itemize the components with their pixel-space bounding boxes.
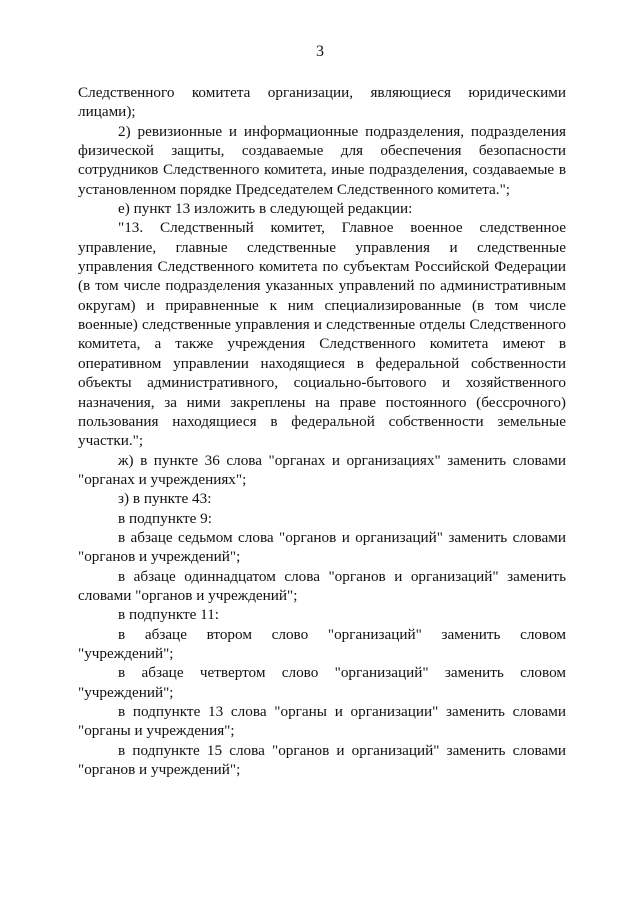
document-body (78, 83, 566, 779)
paragraph-item-e: е) пункт 13 изложить в следующей редакции: (118, 200, 413, 218)
paragraph-item-z: з) в пункте 43: (118, 490, 212, 508)
paragraph-subpoint-9: в подпункте 9: (118, 509, 212, 527)
paragraph-subpoint-11: в подпункте 11: (118, 606, 220, 624)
paragraph-item-zh: ж) в пункте 36 слова "органах и организациях" заменить словами "органах и учреждениях"; (78, 451, 566, 488)
paragraph-continuation: Следственного комитета организации, являющиеся юридическими лицами); (78, 84, 566, 121)
paragraph-abzac-2: в абзаце втором слово "организаций" заменить словом "учреждений"; (78, 625, 566, 662)
page-number: 3 (316, 43, 324, 60)
paragraph-point-13: "13. Следственный комитет, Главное военное следственное управление, главные следственные управления и следственные управления Следственного комитета по субъектам Российской Федерации (в том числе подразделения указанных управлений по административным округам) и приравненные к ним специализированные (в том числе военные) следственные управления и следственные отделы Следственного комитета, а также учреждения Следственного комитета имеют в оперативном управлении находящиеся в федеральной собственности объекты административного, социально-бытового и хозяйственного назначения, за ними закреплены на праве постоянного (бессрочного) пользования находящиеся в федеральной собственности земельные участки."; (78, 219, 566, 450)
paragraph-abzac-11: в абзаце одиннадцатом слова "органов и организаций" заменить словами "органов и учреждений"; (78, 567, 566, 604)
paragraph-subpoint-15: в подпункте 15 слова "органов и организаций" заменить словами "органов и учреждений"; (78, 741, 566, 779)
paragraph-abzac-7: в абзаце седьмом слова "органов и организаций" заменить словами "органов и учреждений"; (78, 528, 566, 566)
paragraph-item-2: 2) ревизионные и информационные подразделения, подразделения физической защиты, создаваемые для обеспечения безопасности сотрудников Следственного комитета, иные подразделения, создаваемые в установленном порядке Председателем Следственного комитета."; (78, 122, 566, 198)
paragraph-abzac-4: в абзаце четвертом слово "организаций" заменить словом "учреждений"; (78, 664, 566, 701)
paragraph-subpoint-13: в подпункте 13 слова "органы и организации" заменить словами "органы и учреждения"; (78, 703, 566, 740)
